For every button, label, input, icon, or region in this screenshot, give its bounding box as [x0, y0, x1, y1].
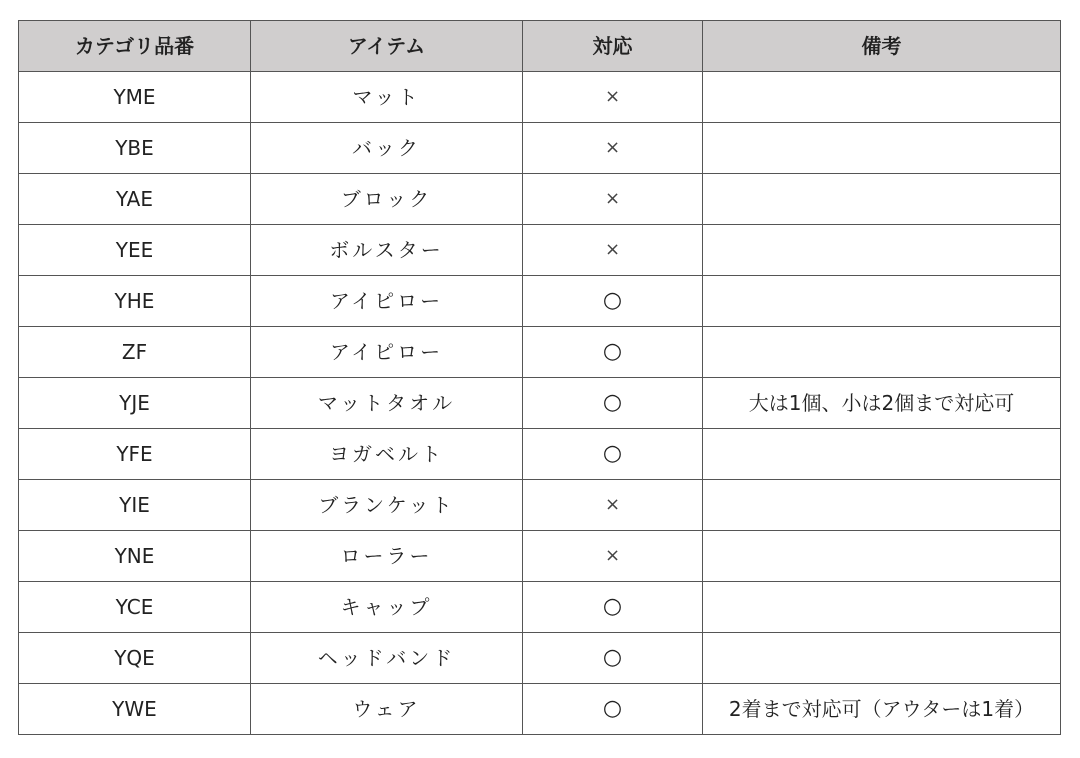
cell-item: アイピロー [251, 327, 523, 378]
cell-code: ZF [19, 327, 251, 378]
cell-support: × [523, 123, 703, 174]
table-row [19, 276, 1061, 327]
cell-item: ボルスター [251, 225, 523, 276]
cell-item: ヨガベルト [251, 429, 523, 480]
cell-item: ヘッドバンド [251, 633, 523, 684]
cell-support: × [523, 531, 703, 582]
cell-code: YJE [19, 378, 251, 429]
cell-item: バック [251, 123, 523, 174]
cell-note [703, 327, 1061, 378]
cell-support: × [523, 72, 703, 123]
table-row [19, 429, 1061, 480]
cell-code: YNE [19, 531, 251, 582]
cell-note [703, 174, 1061, 225]
cell-item: ウェア [251, 684, 523, 735]
cell-note [703, 633, 1061, 684]
cell-support: ○ [523, 582, 703, 633]
cell-note: 大は1個、小は2個まで対応可 [703, 378, 1061, 429]
cell-note [703, 429, 1061, 480]
cell-note [703, 123, 1061, 174]
cell-support: × [523, 480, 703, 531]
cell-item: ブロック [251, 174, 523, 225]
cell-note [703, 72, 1061, 123]
cell-item: ローラー [251, 531, 523, 582]
table-row [19, 480, 1061, 531]
table-row [19, 378, 1061, 429]
cell-item: キャップ [251, 582, 523, 633]
cell-support: ○ [523, 378, 703, 429]
cell-code: YCE [19, 582, 251, 633]
header-item: アイテム [251, 21, 523, 72]
table-row [19, 123, 1061, 174]
cell-note: 2着まで対応可（アウターは1着） [703, 684, 1061, 735]
cell-item: ブランケット [251, 480, 523, 531]
cell-code: YFE [19, 429, 251, 480]
cell-support: ○ [523, 633, 703, 684]
cell-code: YME [19, 72, 251, 123]
header-note: 備考 [703, 21, 1061, 72]
table-row [19, 633, 1061, 684]
table-row [19, 225, 1061, 276]
table-row [19, 684, 1061, 735]
cell-item: マットタオル [251, 378, 523, 429]
cell-note [703, 531, 1061, 582]
cell-note [703, 480, 1061, 531]
cell-code: YWE [19, 684, 251, 735]
cell-support: ○ [523, 276, 703, 327]
table-row [19, 174, 1061, 225]
table-row [19, 72, 1061, 123]
cell-support: ○ [523, 429, 703, 480]
table-body [19, 72, 1061, 735]
cell-item: アイピロー [251, 276, 523, 327]
table-header [19, 21, 1061, 72]
cell-item: マット [251, 72, 523, 123]
table-row [19, 531, 1061, 582]
cell-note [703, 225, 1061, 276]
cell-code: YHE [19, 276, 251, 327]
cell-support: × [523, 225, 703, 276]
item-support-table [18, 20, 1061, 735]
cell-code: YIE [19, 480, 251, 531]
header-row [19, 21, 1061, 72]
table-row [19, 327, 1061, 378]
cell-code: YBE [19, 123, 251, 174]
cell-support: × [523, 174, 703, 225]
cell-support: ○ [523, 684, 703, 735]
cell-code: YQE [19, 633, 251, 684]
cell-code: YEE [19, 225, 251, 276]
cell-note [703, 276, 1061, 327]
cell-code: YAE [19, 174, 251, 225]
cell-support: ○ [523, 327, 703, 378]
table-row [19, 582, 1061, 633]
cell-note [703, 582, 1061, 633]
header-support: 対応 [523, 21, 703, 72]
header-category-code: カテゴリ品番 [19, 21, 251, 72]
